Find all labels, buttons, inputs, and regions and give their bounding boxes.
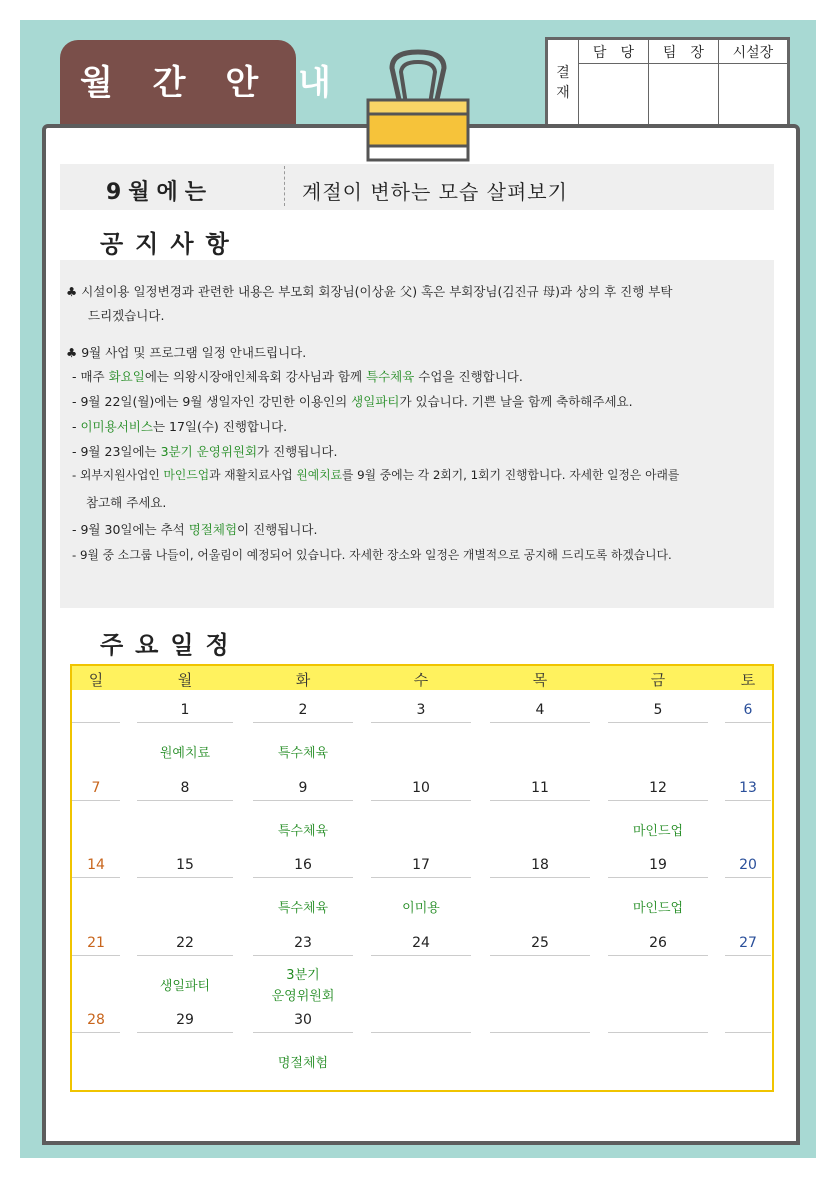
day-name-3: 수 — [413, 671, 429, 689]
date-underline — [371, 955, 471, 956]
calendar-date-6[interactable]: 6 — [743, 702, 753, 718]
calendar-date-11[interactable]: 11 — [531, 779, 549, 796]
approval-col-staff: 담 당 — [579, 40, 649, 64]
calendar-date-3[interactable]: 3 — [416, 702, 426, 718]
calendar-date-9[interactable]: 9 — [298, 779, 308, 796]
day-name-0: 일 — [88, 671, 104, 689]
date-underline — [490, 877, 590, 878]
calendar-date-21[interactable]: 21 — [87, 934, 105, 951]
date-underline — [725, 800, 771, 801]
date-underline — [72, 800, 120, 801]
notice-heading: 공지사항 — [100, 230, 241, 258]
calendar-date-24[interactable]: 24 — [412, 934, 430, 951]
calendar-event[interactable]: 특수체육 — [277, 901, 329, 916]
approval-sign-team-lead[interactable] — [648, 64, 718, 125]
notice-item-1: ♣ 시설이용 일정변경과 관련한 내용은 부모회 회장님(이상윤 父) 혹은 부회장님(김진규 母)과 상의 후 진행 부탁 — [66, 284, 673, 299]
calendar-date-22[interactable]: 22 — [176, 934, 194, 951]
date-underline — [72, 722, 120, 723]
calendar-date-10[interactable]: 10 — [412, 779, 430, 796]
calendar-event[interactable]: 이미용 — [402, 901, 440, 916]
date-underline — [725, 722, 771, 723]
notice-line-1: - 매주 화요일에는 의왕시장애인체육회 강사님과 함께 특수체육 수업을 진행합니다. — [72, 369, 523, 384]
page-title: 월 간 안 내 — [80, 63, 345, 103]
calendar-date-17[interactable]: 17 — [412, 857, 430, 873]
approval-box — [545, 37, 790, 127]
calendar-date-2[interactable]: 2 — [298, 702, 308, 718]
calendar-date-1[interactable]: 1 — [180, 702, 190, 718]
club-bullet-icon: ♣ — [66, 345, 78, 360]
banner-month: 9월에는 — [106, 180, 214, 205]
date-underline — [137, 955, 233, 956]
banner-theme: 계절이 변하는 모습 살펴보기 — [302, 180, 568, 204]
date-underline — [137, 877, 233, 878]
calendar-date-7[interactable]: 7 — [91, 779, 101, 796]
notice-line-7: - 9월 30일에는 추석 명절체험이 진행됩니다. — [72, 522, 318, 537]
approval-sign-staff[interactable] — [579, 64, 649, 125]
calendar-date-15[interactable]: 15 — [176, 857, 194, 873]
calendar-event[interactable]: 명절체험 — [277, 1056, 329, 1071]
date-underline — [253, 955, 353, 956]
date-underline — [72, 1032, 120, 1033]
club-bullet-icon: ♣ — [66, 284, 78, 299]
date-underline — [137, 722, 233, 723]
notice-line-4: - 9월 23일에는 3분기 운영위원회가 진행됩니다. — [72, 444, 338, 459]
calendar-date-12[interactable]: 12 — [649, 779, 667, 796]
calendar-event[interactable]: 생일파티 — [159, 978, 211, 994]
date-underline — [725, 877, 771, 878]
date-underline — [608, 800, 708, 801]
calendar-date-4[interactable]: 4 — [535, 702, 545, 718]
approval-side-label: 결 재 — [548, 40, 579, 125]
date-underline — [137, 800, 233, 801]
date-underline — [137, 1032, 233, 1033]
date-underline — [371, 1032, 471, 1033]
notice-line-2: - 9월 22일(월)에는 9월 생일자인 강민한 이용인의 생일파티가 있습니다. 기쁜 날을 함께 축하해주세요. — [72, 394, 633, 409]
calendar-date-13[interactable]: 13 — [739, 779, 757, 796]
date-underline — [253, 800, 353, 801]
date-underline — [253, 722, 353, 723]
calendar-date-26[interactable]: 26 — [649, 934, 667, 951]
calendar-date-14[interactable]: 14 — [87, 857, 105, 873]
date-underline — [608, 877, 708, 878]
approval-col-team-lead: 팀 장 — [648, 40, 718, 64]
calendar-date-25[interactable]: 25 — [531, 934, 549, 951]
date-underline — [608, 1032, 708, 1033]
calendar-date-28[interactable]: 28 — [87, 1012, 105, 1028]
day-name-5: 금 — [650, 671, 666, 689]
date-underline — [490, 800, 590, 801]
date-underline — [490, 955, 590, 956]
calendar-date-29[interactable]: 29 — [176, 1012, 194, 1028]
calendar-event[interactable]: 원예치료 — [159, 746, 211, 761]
day-name-4: 목 — [532, 671, 548, 689]
calendar-date-20[interactable]: 20 — [739, 857, 757, 873]
schedule-heading: 주요일정 — [100, 631, 241, 659]
notice-item-2: ♣ 9월 사업 및 프로그램 일정 안내드립니다. — [66, 345, 307, 360]
date-underline — [608, 955, 708, 956]
date-underline — [725, 1032, 771, 1033]
calendar-date-23[interactable]: 23 — [294, 934, 312, 951]
day-name-6: 토 — [740, 671, 756, 689]
date-underline — [72, 955, 120, 956]
date-underline — [253, 1032, 353, 1033]
calendar-date-5[interactable]: 5 — [653, 702, 663, 718]
banner-divider — [284, 166, 285, 206]
calendar-date-18[interactable]: 18 — [531, 857, 549, 873]
day-name-1: 월 — [177, 671, 193, 689]
date-underline — [725, 955, 771, 956]
day-name-2: 화 — [295, 671, 311, 689]
calendar-event[interactable]: 마인드업 — [632, 901, 684, 916]
date-underline — [371, 722, 471, 723]
date-underline — [72, 877, 120, 878]
date-underline — [371, 800, 471, 801]
notice-item-1-cont: 드리겠습니다. — [88, 308, 165, 323]
calendar-event[interactable]: 특수체육 — [277, 746, 329, 761]
schedule-calendar — [70, 664, 774, 1092]
calendar-event[interactable]: 특수체육 — [277, 823, 329, 839]
calendar-date-8[interactable]: 8 — [180, 779, 190, 796]
notice-line-3: - 이미용서비스는 17일(수) 진행합니다. — [72, 419, 288, 434]
date-underline — [371, 877, 471, 878]
calendar-date-27[interactable]: 27 — [739, 934, 757, 951]
calendar-date-16[interactable]: 16 — [294, 857, 312, 873]
notice-line-8: - 9월 중 소그룹 나들이, 어울림이 예정되어 있습니다. 자세한 장소와 일정은 개별적으로 공지해 드리도록 하겠습니다. — [72, 548, 672, 562]
binder-clip-icon — [362, 46, 474, 166]
calendar-event[interactable]: 3분기 운영위원회 — [271, 967, 335, 1004]
date-underline — [253, 877, 353, 878]
approval-col-director: 시설장 — [718, 40, 787, 64]
date-underline — [490, 1032, 590, 1033]
calendar-day-header — [72, 666, 772, 690]
notice-line-6: 참고해 주세요. — [86, 495, 167, 510]
calendar-date-19[interactable]: 19 — [649, 857, 667, 873]
calendar-date-30[interactable]: 30 — [294, 1012, 312, 1028]
calendar-event[interactable]: 마인드업 — [632, 823, 684, 839]
date-underline — [490, 722, 590, 723]
date-underline — [608, 722, 708, 723]
approval-sign-director[interactable] — [718, 64, 787, 125]
notice-line-5: - 외부지원사업인 마인드업과 재활치료사업 원예치료를 9월 중에는 각 2회기, 1회기 진행합니다. 자세한 일정은 아래를 — [72, 468, 680, 482]
